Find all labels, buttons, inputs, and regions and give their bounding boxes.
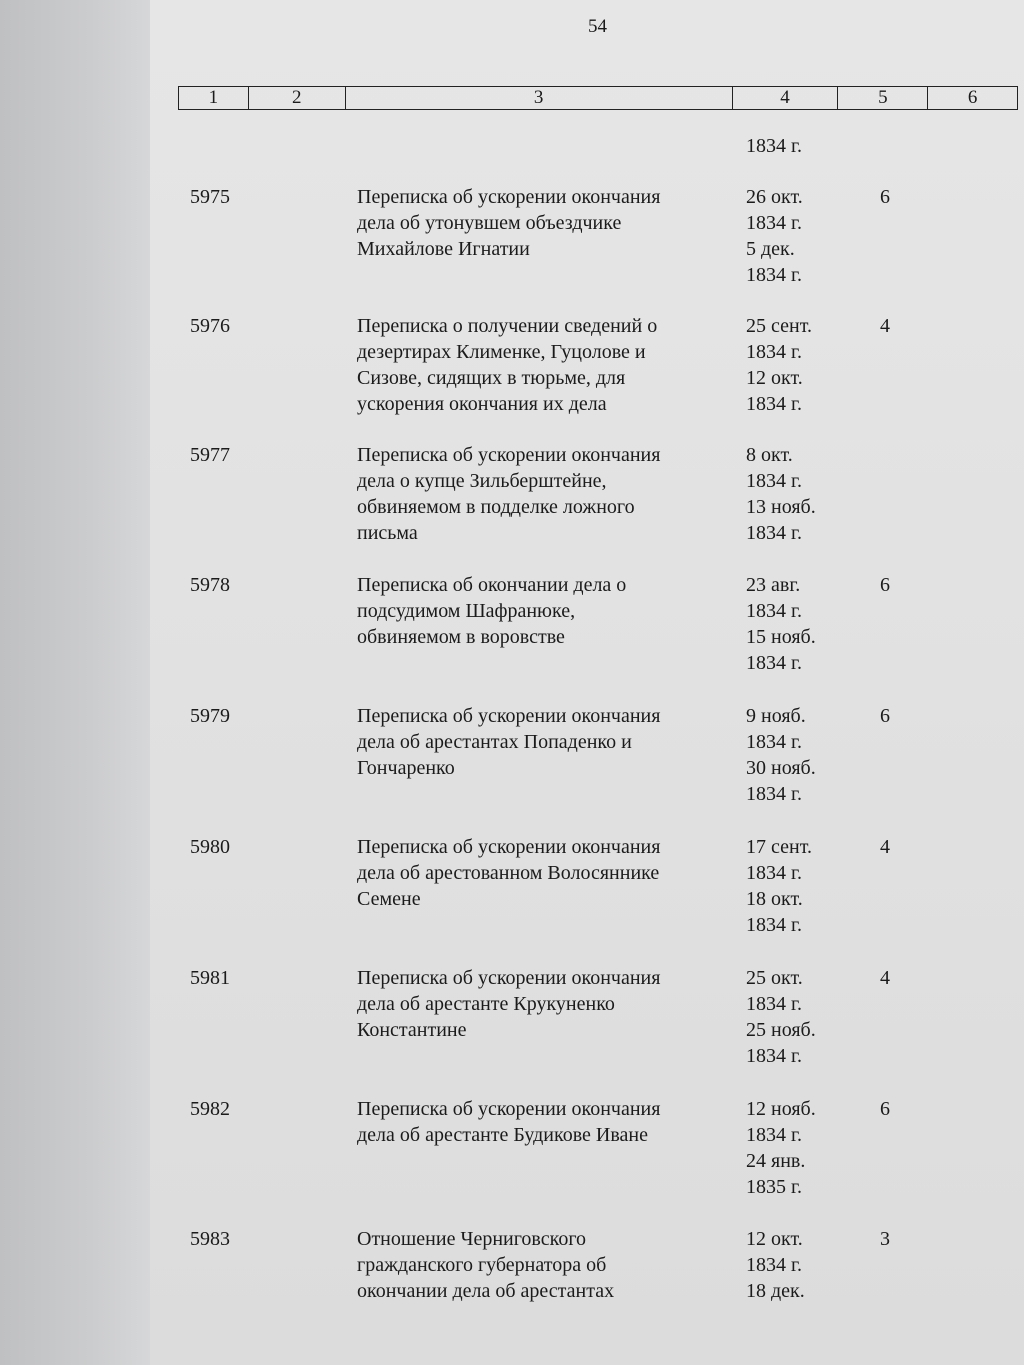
column-header-1: 1 <box>179 87 249 109</box>
entry-title-line: дела об арестанте Крукуненко <box>357 993 615 1015</box>
entry-date-line: 1834 г. <box>746 862 802 884</box>
entry-number: 5977 <box>190 444 230 466</box>
carryover-date-line: 1834 г. <box>746 135 802 157</box>
column-header-2: 2 <box>249 87 346 109</box>
entry-date-line: 26 окт. <box>746 186 803 208</box>
entry-date-line: 24 янв. <box>746 1150 806 1172</box>
entry-number: 5982 <box>190 1098 230 1120</box>
entry-title-line: Переписка об ускорении окончания <box>357 186 661 208</box>
entry-title-line: Переписка об ускорении окончания <box>357 967 661 989</box>
entry-dates <box>746 1226 846 1304</box>
entry-date-line: 15 нояб. <box>746 626 816 648</box>
entry-date-line: 1835 г. <box>746 1176 802 1198</box>
entry-date-line: 12 окт. <box>746 1228 803 1250</box>
entry-title <box>357 442 727 546</box>
entry-date-line: 1834 г. <box>746 522 802 544</box>
entry-date-line: 18 окт. <box>746 888 803 910</box>
entry-date-line: 1834 г. <box>746 1124 802 1146</box>
entry-date-line: 5 дек. <box>746 238 795 260</box>
entry-title <box>357 965 727 1043</box>
entry-title-line: Переписка об ускорении окончания <box>357 705 661 727</box>
entry-dates <box>746 442 846 546</box>
entry-title-line: Гончаренко <box>357 757 455 779</box>
entry-date-line: 18 дек. <box>746 1280 805 1302</box>
entry-title <box>357 1226 727 1304</box>
entry-date-line: 1834 г. <box>746 264 802 286</box>
entry-title-line: ускорения окончания их дела <box>357 393 607 415</box>
entry-title <box>357 572 727 650</box>
entry-date-line: 1834 г. <box>746 731 802 753</box>
entry-number: 5978 <box>190 574 230 596</box>
entry-date-line: 23 авг. <box>746 574 801 596</box>
entry-date-line: 1834 г. <box>746 212 802 234</box>
entry-title-line: Переписка об окончании дела о <box>357 574 627 596</box>
entry-title-line: дела об арестованном Волосяннике <box>357 862 660 884</box>
entry-number: 5980 <box>190 836 230 858</box>
entry-date-line: 30 нояб. <box>746 757 816 779</box>
entry-title-line: окончании дела об арестантах <box>357 1280 615 1302</box>
entry-dates <box>746 965 846 1069</box>
entry-dates <box>746 313 846 417</box>
entry-sheets: 4 <box>880 315 890 337</box>
entry-number: 5979 <box>190 705 230 727</box>
column-header-4: 4 <box>733 87 839 109</box>
entry-dates <box>746 703 846 807</box>
entry-title-line: Михайлове Игнатии <box>357 238 530 260</box>
entry-dates <box>746 834 846 938</box>
entry-title-line: Переписка об ускорении окончания <box>357 836 661 858</box>
entry-date-line: 13 нояб. <box>746 496 816 518</box>
entry-title <box>357 184 727 262</box>
entry-title-line: дела об арестантах Попаденко и <box>357 731 632 753</box>
entry-title-line: Сизове, сидящих в тюрьме, для <box>357 367 626 389</box>
entry-title-line: дела об арестанте Будикове Иване <box>357 1124 648 1146</box>
entry-sheets: 4 <box>880 967 890 989</box>
entry-title-line: дела о купце Зильберштейне, <box>357 470 607 492</box>
entry-title-line: Переписка об ускорении окончания <box>357 444 661 466</box>
entry-title-line: обвиняемом в подделке ложного <box>357 496 635 518</box>
entry-sheets: 4 <box>880 836 890 858</box>
entry-date-line: 25 нояб. <box>746 1019 816 1041</box>
entry-sheets: 3 <box>880 1228 890 1250</box>
entry-title <box>357 1096 727 1148</box>
entry-title-line: Константине <box>357 1019 467 1041</box>
entry-date-line: 1834 г. <box>746 783 802 805</box>
entry-date-line: 12 нояб. <box>746 1098 816 1120</box>
entry-title-line: письма <box>357 522 418 544</box>
column-header-6: 6 <box>967 87 978 108</box>
entry-dates <box>746 1096 846 1200</box>
entry-date-line: 1834 г. <box>746 1254 802 1276</box>
entry-title-line: дезертирах Клименке, Гуцолове и <box>357 341 646 363</box>
entry-date-line: 25 сент. <box>746 315 812 337</box>
entry-sheets: 6 <box>880 705 890 727</box>
entry-dates <box>746 572 846 676</box>
entry-date-line: 1834 г. <box>746 914 802 936</box>
entry-date-line: 1834 г. <box>746 470 802 492</box>
entry-date-line: 1834 г. <box>746 1045 802 1067</box>
entry-title-line: гражданского губернатора об <box>357 1254 607 1276</box>
book-spine-shadow <box>0 0 150 1365</box>
column-header-3: 3 <box>346 87 733 109</box>
entry-title-line: Семене <box>357 888 421 910</box>
entry-date-line: 1834 г. <box>746 652 802 674</box>
entry-title-line: обвиняемом в воровстве <box>357 626 565 648</box>
entry-date-line: 9 нояб. <box>746 705 806 727</box>
entry-dates <box>746 184 846 288</box>
entry-sheets: 6 <box>880 574 890 596</box>
entry-title-line: Переписка об ускорении окончания <box>357 1098 661 1120</box>
carryover-dates <box>746 133 846 159</box>
entry-title <box>357 834 727 912</box>
entry-date-line: 25 окт. <box>746 967 803 989</box>
entry-date-line: 1834 г. <box>746 993 802 1015</box>
entry-title <box>357 313 727 417</box>
entry-title-line: Отношение Черниговского <box>357 1228 587 1250</box>
page-number: 54 <box>588 16 607 37</box>
entry-date-line: 12 окт. <box>746 367 803 389</box>
entry-date-line: 8 окт. <box>746 444 793 466</box>
entry-number: 5976 <box>190 315 230 337</box>
entry-date-line: 1834 г. <box>746 600 802 622</box>
entry-title <box>357 703 727 781</box>
column-header-row <box>178 86 1018 110</box>
entry-number: 5975 <box>190 186 230 208</box>
entry-date-line: 1834 г. <box>746 341 802 363</box>
entry-date-line: 17 сент. <box>746 836 812 858</box>
entry-sheets: 6 <box>880 1098 890 1120</box>
column-header-5: 5 <box>838 87 928 109</box>
entry-number: 5983 <box>190 1228 230 1250</box>
entry-title-line: подсудимом Шафранюке, <box>357 600 576 622</box>
entry-sheets: 6 <box>880 186 890 208</box>
entry-number: 5981 <box>190 967 230 989</box>
entry-title-line: дела об утонувшем объездчике <box>357 212 622 234</box>
entry-date-line: 1834 г. <box>746 393 802 415</box>
entry-title-line: Переписка о получении сведений о <box>357 315 658 337</box>
